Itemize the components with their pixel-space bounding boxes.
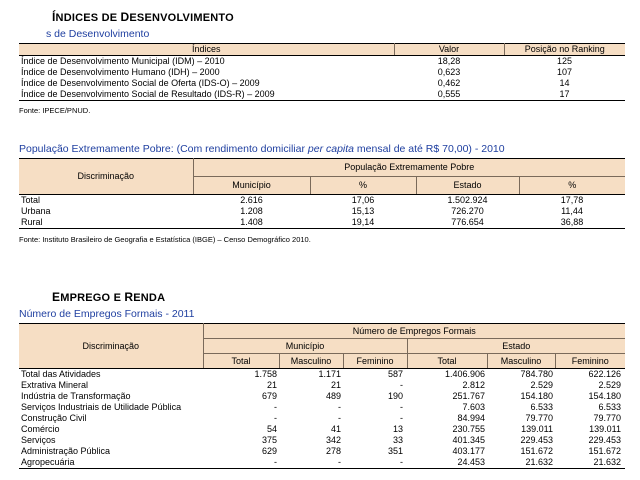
empregos-table xyxy=(19,323,625,469)
cell: 489 xyxy=(325,391,341,401)
cell: 84.994 xyxy=(457,413,485,423)
cell: 401.345 xyxy=(452,435,485,445)
cell: 139.011 xyxy=(589,424,621,434)
row-label: Agropecuária xyxy=(19,457,203,469)
col-estado: Estado xyxy=(416,177,519,195)
cell: - xyxy=(400,380,403,390)
table-row xyxy=(19,424,625,435)
table-row xyxy=(19,67,625,78)
col-total: Total xyxy=(203,354,279,369)
cell: 79.770 xyxy=(593,413,621,423)
cell: 2.812 xyxy=(462,380,485,390)
cell: 15,13 xyxy=(351,206,375,216)
table-row xyxy=(19,391,625,402)
cell: 54 xyxy=(266,424,277,434)
cell: 21 xyxy=(330,380,341,390)
section1-subtitle: s de Desenvolvimento xyxy=(46,28,150,40)
row-label: Extrativa Mineral xyxy=(21,380,89,390)
table-row xyxy=(19,413,625,424)
section1-source: Fonte: IPECE/PNUD. xyxy=(19,106,91,115)
section2-source: Fonte: Instituto Brasileiro de Geografia e Estatística (IBGE) – Censo Demográfico 2010. xyxy=(19,235,311,244)
cell: 36,88 xyxy=(519,217,625,229)
cell: 154.180 xyxy=(520,391,553,401)
table-row xyxy=(19,402,625,413)
cell: 2.529 xyxy=(530,380,553,390)
row-label: Serviços xyxy=(21,435,56,445)
group-estado: Estado xyxy=(407,339,625,354)
col-feminino: Feminino xyxy=(555,354,625,369)
cell: 351 xyxy=(387,446,403,456)
cell: - xyxy=(338,402,341,412)
pobreza-table xyxy=(19,158,625,229)
table-row xyxy=(19,446,625,457)
row-label: Total das Atividades xyxy=(21,369,101,379)
row-label: Índice de Desenvolvimento Social de Resultado (IDS-R) – 2009 xyxy=(19,89,394,101)
row-label: Índice de Desenvolvimento Social de Oferta (IDS-O) – 2009 xyxy=(21,78,260,88)
cell: 278 xyxy=(325,446,341,456)
cell: - xyxy=(274,402,277,412)
cell: 1.208 xyxy=(240,206,263,216)
cell: 151.672 xyxy=(588,446,621,456)
empregos-header-row-1 xyxy=(19,324,625,339)
cell: 1.502.924 xyxy=(447,195,488,205)
cell: 6.533 xyxy=(598,402,621,412)
section3-subtitle: Número de Empregos Formais - 2011 xyxy=(19,308,195,320)
heading-letter: Í xyxy=(52,10,56,24)
cell: 251.767 xyxy=(452,391,485,401)
heading-text: ESENVOLVIMENTO xyxy=(129,12,234,24)
table-row xyxy=(19,435,625,446)
col-ranking: Posição no Ranking xyxy=(504,44,625,56)
cell: 587 xyxy=(387,369,403,379)
row-ranking: 14 xyxy=(559,78,570,88)
table-row xyxy=(19,89,625,101)
section2-title xyxy=(19,143,505,155)
cell: 403.177 xyxy=(452,446,485,456)
row-label: Construção Civil xyxy=(21,413,87,423)
table-row xyxy=(19,369,625,381)
cell: - xyxy=(338,413,341,423)
col-municipio: Município xyxy=(193,177,310,195)
group-municipio: Município xyxy=(203,339,407,354)
cell: 1.406.906 xyxy=(444,369,485,379)
row-value: 0,623 xyxy=(437,67,461,77)
col-discriminacao: Discriminação xyxy=(19,159,193,195)
table-row xyxy=(19,380,625,391)
row-ranking: 125 xyxy=(556,56,573,66)
heading-letter: E xyxy=(52,290,61,304)
cell: 1.408 xyxy=(193,217,310,229)
cell: 784.780 xyxy=(520,369,553,379)
heading-letter: R xyxy=(124,290,134,304)
cell: 139.011 xyxy=(521,424,553,434)
cell: 19,14 xyxy=(310,217,416,229)
cell: 1.758 xyxy=(254,369,277,379)
cell: 21.632 xyxy=(555,457,625,469)
cell: 21 xyxy=(266,380,277,390)
cell: 11,44 xyxy=(561,206,583,216)
row-label: Índice de Desenvolvimento Municipal (IDM) – 2010 xyxy=(21,56,225,66)
cell: 229.453 xyxy=(588,435,621,445)
row-label: Rural xyxy=(19,217,193,229)
table-row xyxy=(19,195,625,207)
title-italic: per capita xyxy=(307,143,355,155)
row-ranking: 17 xyxy=(504,89,625,101)
row-label: Total xyxy=(21,195,41,205)
col-indices: Índices xyxy=(19,44,394,56)
table-row xyxy=(19,206,625,217)
row-value: 18,28 xyxy=(437,56,461,66)
heading-text: NDICES DE xyxy=(55,12,121,24)
indices-header-row xyxy=(19,44,625,56)
group-header: Número de Empregos Formais xyxy=(203,324,625,339)
cell: - xyxy=(203,457,279,469)
table-row xyxy=(19,457,625,469)
row-label: Administração Pública xyxy=(21,446,111,456)
cell: 2.616 xyxy=(240,195,263,205)
cell: 79.770 xyxy=(525,413,553,423)
cell: 21.632 xyxy=(487,457,555,469)
cell: 375 xyxy=(261,435,277,445)
cell: 41 xyxy=(330,424,341,434)
cell: 190 xyxy=(387,391,403,401)
cell: 24.453 xyxy=(407,457,487,469)
title-text: População Extremamente Pobre: (Com rendimento domiciliar xyxy=(19,143,308,155)
cell: 629 xyxy=(261,446,277,456)
row-label: Urbana xyxy=(21,206,51,216)
table-row xyxy=(19,217,625,229)
table-row xyxy=(19,78,625,89)
cell: 726.270 xyxy=(451,206,484,216)
cell: - xyxy=(400,402,403,412)
row-label: Índice de Desenvolvimento Humano (IDH) – 2000 xyxy=(21,67,220,77)
cell: 151.672 xyxy=(520,446,553,456)
row-label: Comércio xyxy=(21,424,60,434)
cell: 342 xyxy=(325,435,341,445)
cell: 17,06 xyxy=(351,195,375,205)
col-total: Total xyxy=(407,354,487,369)
pobreza-header-row-1 xyxy=(19,159,625,177)
section1-heading xyxy=(52,10,234,24)
heading-text: MPREGO E xyxy=(60,292,125,304)
col-masculino: Masculino xyxy=(487,354,555,369)
cell: 13 xyxy=(392,424,403,434)
cell: - xyxy=(400,413,403,423)
cell: 17,78 xyxy=(560,195,584,205)
row-value: 0,462 xyxy=(437,78,461,88)
cell: 776.654 xyxy=(416,217,519,229)
cell: 1.171 xyxy=(318,369,341,379)
cell: 679 xyxy=(261,391,277,401)
section3-heading xyxy=(52,290,165,304)
row-ranking: 107 xyxy=(556,67,573,77)
cell: - xyxy=(274,413,277,423)
col-pct: % xyxy=(310,177,416,195)
row-label: Serviços Industriais de Utilidade Pública xyxy=(21,402,182,412)
row-label: Indústria de Transformação xyxy=(21,391,131,401)
col-pct: % xyxy=(519,177,625,195)
table-row xyxy=(19,56,625,68)
heading-text: ENDA xyxy=(133,292,166,304)
col-valor: Valor xyxy=(394,44,504,56)
cell: 154.180 xyxy=(588,391,621,401)
col-masculino: Masculino xyxy=(279,354,343,369)
cell: 33 xyxy=(392,435,403,445)
cell: 6.533 xyxy=(530,402,553,412)
cell: 622.126 xyxy=(588,369,621,379)
heading-letter: D xyxy=(120,10,130,24)
cell: - xyxy=(343,457,407,469)
col-feminino: Feminino xyxy=(343,354,407,369)
col-discriminacao: Discriminação xyxy=(19,324,203,369)
cell: 2.529 xyxy=(598,380,621,390)
row-value: 0,555 xyxy=(394,89,504,101)
cell: - xyxy=(279,457,343,469)
indices-table xyxy=(19,43,625,101)
cell: 7.603 xyxy=(462,402,485,412)
group-header: População Extremamente Pobre xyxy=(193,159,625,177)
cell: 229.453 xyxy=(520,435,553,445)
cell: 230.755 xyxy=(452,424,485,434)
title-text: mensal de até R$ 70,00) - 2010 xyxy=(354,143,505,155)
